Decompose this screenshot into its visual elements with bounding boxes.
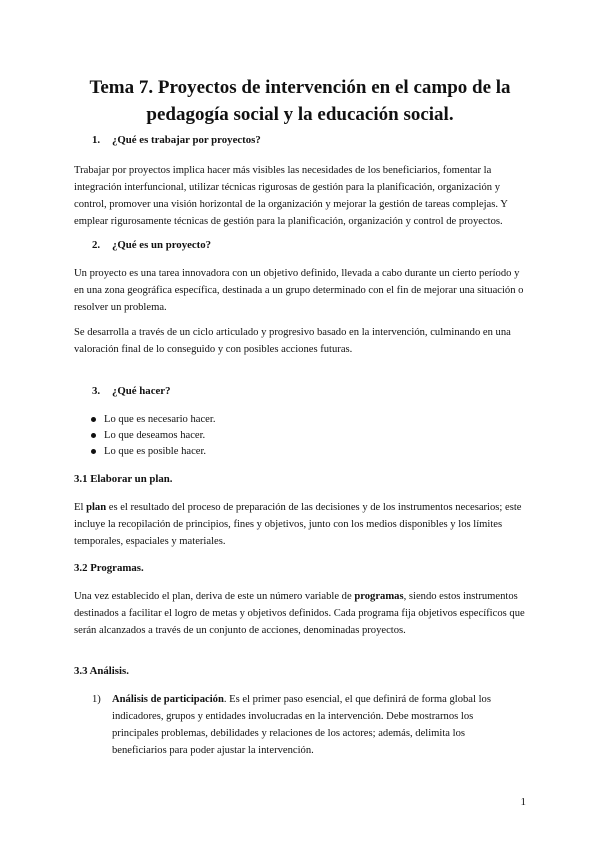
section-1-heading-text: ¿Qué es trabajar por proyectos? — [112, 134, 261, 146]
section-3-2-heading: 3.2 Programas. — [74, 562, 144, 574]
document-title: Tema 7. Proyectos de intervención en el campo de la pedagogía social y la educación social. — [89, 77, 511, 125]
section-3-heading-text: ¿Qué hacer? — [112, 385, 171, 397]
section-2-heading — [92, 238, 211, 252]
page-number: 1 — [520, 796, 526, 808]
term-programas: programas — [354, 591, 404, 602]
section-1-paragraph: Trabajar por proyectos implica hacer más visibles las necesidades de los beneficiarios, fomentar la integración interfuncional, utilizar técnicas rigurosas de gestión para la planificación, organización y control, promover una visión horizontal de la organización y mejorar la gestión de tareas complejas. Y emplear rigurosamente técnicas de gestión para la planificación, organización y control de proyectos. — [74, 165, 508, 227]
section-3-3-item-1: 1) Análisis de participación. Es el primer paso esencial, el que definirá de forma global los indicadores, grupos y entidades involucradas en la intervención. Debe mostrarnos los principales problemas, debilidades y relaciones de los actores; además, delimita los beneficiarios para poder ajustar la intervención. — [92, 691, 522, 759]
term-analisis-participacion: Análisis de participación — [112, 694, 224, 705]
section-3-3-heading: 3.3 Análisis. — [74, 665, 129, 677]
section-2-heading-text: ¿Qué es un proyecto? — [112, 239, 212, 251]
list-item: Lo que deseamos hacer. — [74, 428, 215, 444]
section-3-number: 3. — [92, 385, 101, 397]
section-3-bullet-list — [74, 412, 215, 460]
section-2-paragraph-1: Un proyecto es una tarea innovadora con un objetivo definido, llevada a cabo durante un cierto período y en una zona geográfica específica, destinada a un grupo determinado con el fin de mejorar una situación o resolver un problema. — [74, 268, 524, 313]
section-2-paragraph-2: Se desarrolla a través de un ciclo articulado y progresivo basado en la intervención, culminando en una valoración final de lo conseguido y con posibles acciones futuras. — [74, 327, 511, 355]
section-3-1-paragraph: El plan es el resultado del proceso de preparación de las decisiones y de los instrumentos necesarios; este incluye la recopilación de principios, fines y objetivos, junto con los medios disponibles y los límites temporales, espaciales y materiales. — [74, 502, 522, 547]
section-1-heading — [92, 133, 261, 147]
section-3-heading — [92, 384, 170, 398]
section-2-number: 2. — [92, 239, 101, 251]
item-number: 1) — [92, 694, 101, 705]
bullet-icon — [91, 417, 96, 422]
section-1-number: 1. — [92, 134, 101, 146]
section-3-1-heading: 3.1 Elaborar un plan. — [74, 473, 173, 485]
list-item: Lo que es necesario hacer. — [74, 412, 215, 428]
bullet-icon — [91, 449, 96, 454]
term-plan: plan — [86, 502, 107, 513]
section-3-2-paragraph: Una vez establecido el plan, deriva de este un número variable de programas, siendo estos instrumentos destinados a facilitar el logro de metas y objetivos definidos. Cada programa fija objetivos específicos que serán alcanzados a través de un conjunto de acciones, denominadas proyectos. — [74, 591, 525, 636]
bullet-icon — [91, 433, 96, 438]
list-item: Lo que es posible hacer. — [74, 444, 215, 460]
